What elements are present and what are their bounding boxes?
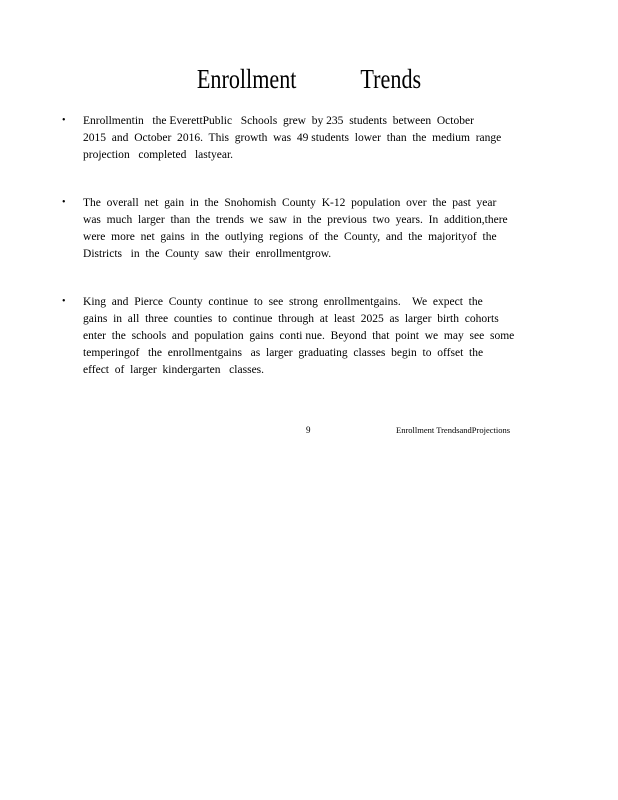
bullet-dot-icon: • [62,197,66,208]
paragraph-line: temperingof the enrollmentgains as larger graduating classes begin to offset the [83,345,484,359]
bullet-paragraph [62,194,562,262]
bullet-paragraph [62,293,562,378]
paragraph-line: 2015 and October 2016. This growth was 49 students lower than the medium range [83,130,502,144]
paragraph-line: Enrollmentin the EverettPublic Schools grew by 235 students between October [83,113,474,127]
bullet-dot-icon: • [62,115,66,126]
bullet-list [62,112,562,409]
title-word-enrollment: Enrollment [196,64,297,94]
paragraph-line: King and Pierce County continue to see strong enrollmentgains. We expect the [83,294,483,308]
paragraph-line: gains in all three counties to continue through at least 2025 as larger birth cohorts [83,311,499,325]
paragraph-line: The overall net gain in the Snohomish County K-12 population over the past year [83,195,497,209]
bullet-paragraph [62,112,562,163]
footer-document-title: Enrollment TrendsandProjections [396,425,511,435]
paragraph-line: was much larger than the trends we saw in the previous two years. In addition,there [83,212,508,226]
paragraph-line: were more net gains in the outlying regions of the County, and the majorityof the [83,229,497,243]
paragraph-line: Districts in the County saw their enrollmentgrow. [83,246,332,260]
footer-page-number: 9 [306,425,311,435]
paragraph-line: projection completed lastyear. [83,147,234,161]
paragraph-line: enter the schools and population gains conti nue. Beyond that point we may see some [83,328,515,342]
title-word-trends: Trends [360,64,422,94]
bullet-dot-icon: • [62,296,66,307]
paragraph-line: effect of larger kindergarten classes. [83,362,265,376]
page-title [56,64,563,95]
